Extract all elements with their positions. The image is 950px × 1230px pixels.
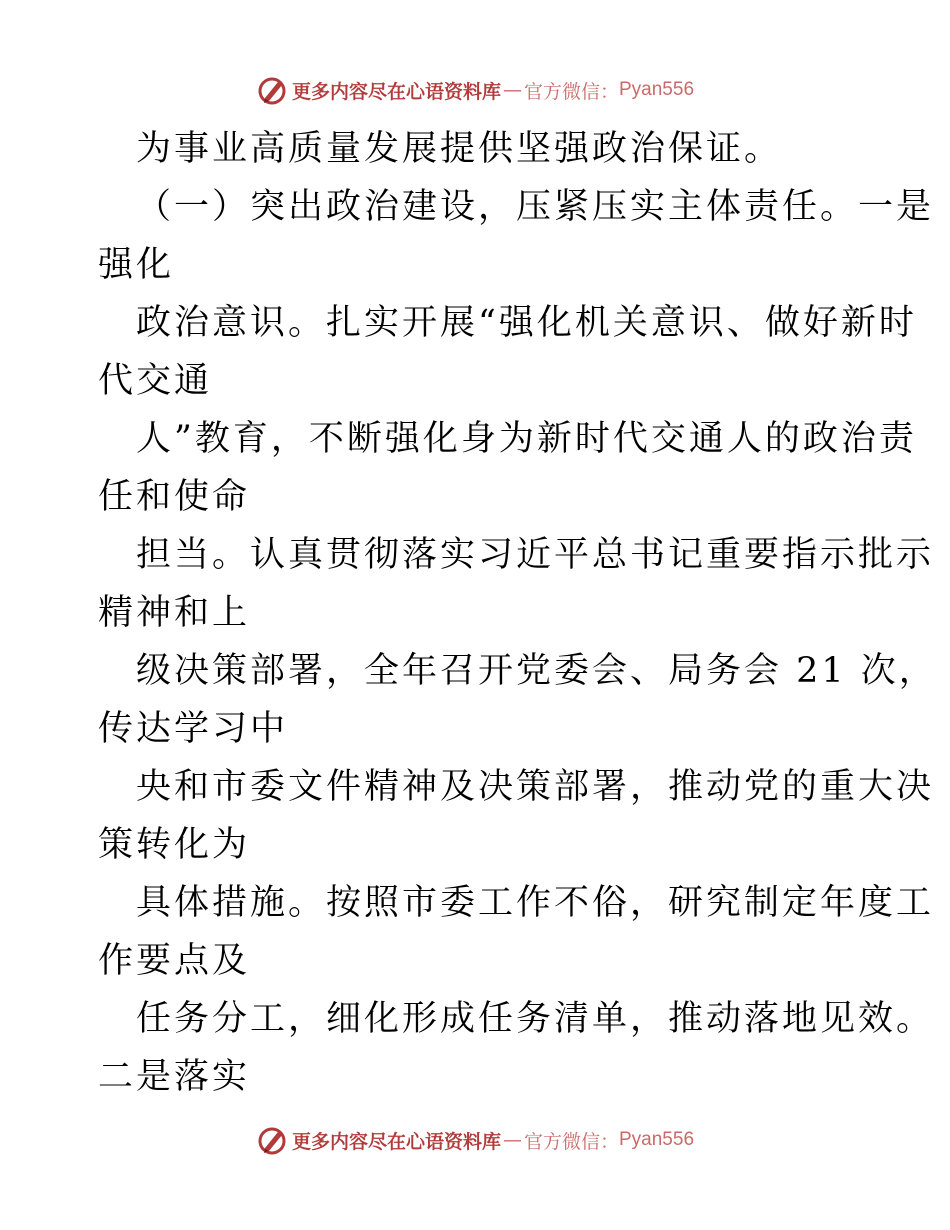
text-line-10: 级决策部署，全年召开党委会、局务会 21 次，	[136, 651, 937, 691]
text-line-5: 代交通	[98, 361, 213, 401]
text-line-11: 传达学习中	[98, 709, 289, 749]
watermark-wechat-label: 官方微信：	[523, 80, 619, 103]
footer-watermark	[0, 1120, 950, 1160]
text-line-8: 担当。认真贯彻落实习近平总书记重要指示批示	[136, 535, 935, 575]
pen-logo-icon	[256, 74, 288, 106]
text-line-17: 二是落实	[98, 1057, 251, 1097]
text-line-1: 为事业高质量发展提供坚强政治保证。	[136, 129, 783, 169]
text-line-13: 策转化为	[98, 825, 251, 865]
text-line-7: 任和使命	[98, 477, 251, 517]
watermark-wechat-id: Pyan556	[619, 79, 695, 100]
pen-logo-icon	[256, 1124, 288, 1156]
text-line-2: （一）突出政治建设，压紧压实主体责任。一是	[136, 187, 935, 227]
watermark-dash: —	[502, 1129, 522, 1151]
text-line-3: 强化	[98, 245, 175, 285]
text-line-4: 政治意识。扎实开展“强化机关意识、做好新时	[136, 303, 917, 343]
text-line-14: 具体措施。按照市委工作不俗，研究制定年度工	[136, 883, 935, 923]
text-line-12: 央和市委文件精神及决策部署，推动党的重大决	[136, 767, 935, 807]
watermark-brand: 更多内容尽在心语资料库	[291, 1130, 501, 1153]
document-body	[98, 120, 937, 1106]
watermark-dash: —	[502, 79, 522, 101]
text-line-9: 精神和上	[98, 593, 251, 633]
header-watermark	[0, 70, 950, 110]
watermark-wechat-id: Pyan556	[619, 1129, 695, 1150]
watermark-brand: 更多内容尽在心语资料库	[291, 80, 501, 103]
text-line-16: 任务分工，细化形成任务清单，推动落地见效。	[136, 999, 935, 1039]
text-line-15: 作要点及	[98, 941, 251, 981]
watermark-wechat-label: 官方微信：	[523, 1130, 619, 1153]
text-line-6: 人”教育，不断强化身为新时代交通人的政治责	[136, 419, 917, 459]
